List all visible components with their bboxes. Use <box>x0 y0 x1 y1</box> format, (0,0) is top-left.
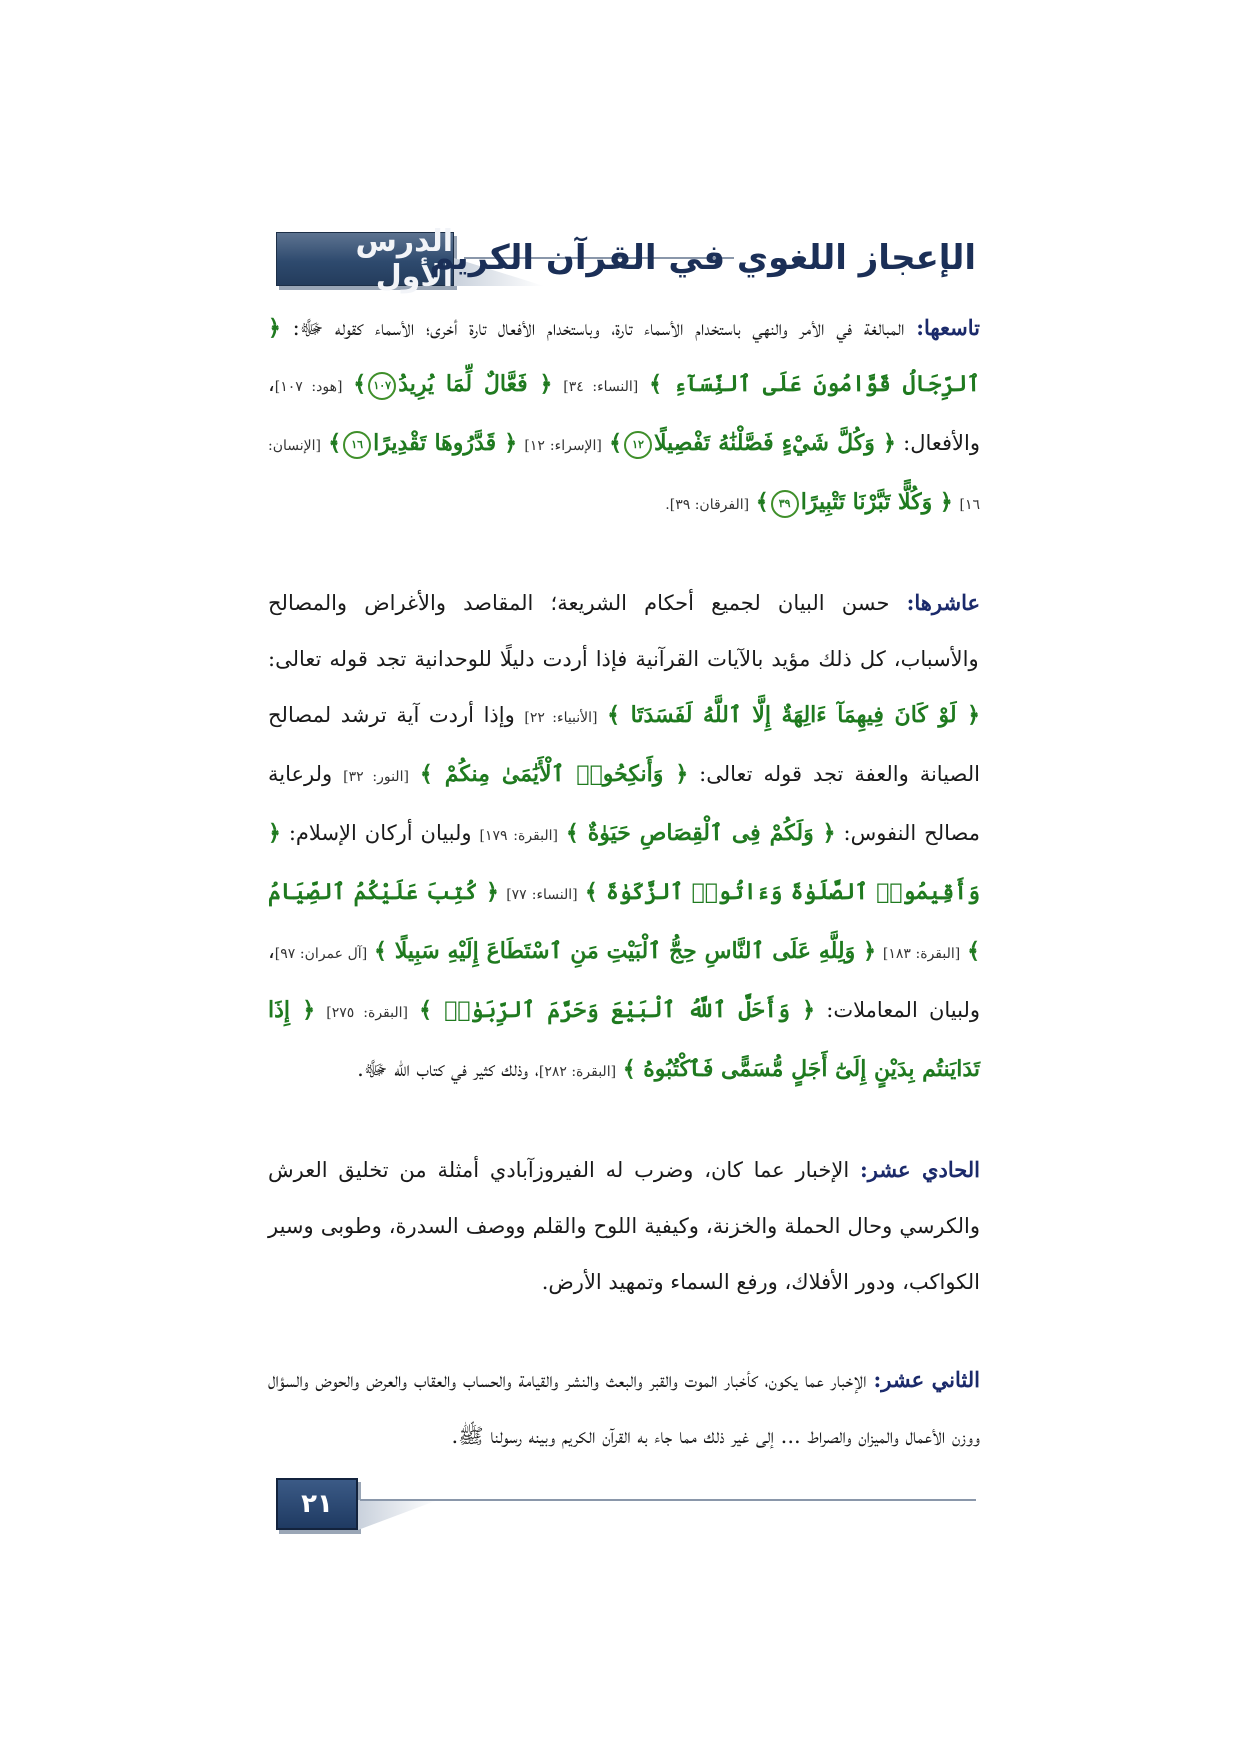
quran-verse-end: ﴾ <box>353 371 367 397</box>
paragraph-text: ، وذلك كثير في كتاب الله ﷻ. <box>357 1057 539 1081</box>
verse-reference: [البقرة: ٢٧٥] <box>326 1005 408 1021</box>
paragraph-twelfth <box>268 1352 980 1464</box>
quran-verse: ﴿ وَلَكُمْ فِى ٱلْقِصَاصِ حَيَوٰةٌ ﴾ <box>565 820 836 846</box>
verse-reference: [البقرة: ١٧٩] <box>479 828 558 844</box>
ayah-number-icon: ١٦ <box>343 431 371 459</box>
paragraph-text: الإخبار عما كان، وضرب له الفيروزآبادي أمثلة من تخليق العرش والكرسي وحال الحملة والخزنة، وكيفية اللوح والقلم ووصف السدرة، وطوبى وسير الكواكب، ودور الأفلاك، ورفع السماء وتمهيد الأرض. <box>268 1158 980 1294</box>
paragraph-tenth <box>268 575 980 1100</box>
paragraph-label: الثاني عشر: <box>873 1367 981 1392</box>
quran-verse: ﴿ وَكُلًّا تَبَّرْنَا تَتْبِيرًا <box>800 489 953 515</box>
verse-reference: [النور: ٣٢] <box>343 769 409 785</box>
verse-reference: [آل عمران: ٩٧] <box>274 946 368 962</box>
quran-verse: ﴿ إِذَا تَدَايَنتُم بِدَيْنٍ إِلَىٰٓ أَجَلٍ مُّسَمًّى فَٱكْتُبُوهُ ﴾ <box>268 997 980 1082</box>
paragraph-text: وإذا أردت آية ترشد لمصالح الصيانة والعفة تجد قوله تعالى: <box>268 703 980 786</box>
quran-verse: ﴿ كُتِبَ عَلَيْكُمُ ٱلصِّيَامُ ﴾ <box>268 879 980 964</box>
paragraph-label: الحادي عشر: <box>859 1157 981 1182</box>
paragraph-text: حسن البيان لجميع أحكام الشريعة؛ المقاصد والأغراض والمصالح والأسباب، كل ذلك مؤيد بالآيات القرآنية فإذا أردت دليلًا للوحدانية تجد قوله تعالى: <box>268 591 979 671</box>
paragraph-text: ولرعاية مصالح النفوس: <box>268 762 980 845</box>
paragraph-text: ولبيان أركان الإسلام: <box>280 821 480 845</box>
verse-reference: [الفرقان: ٣٩]. <box>665 497 750 513</box>
paragraph-text: الإخبار عما يكون، كأخبار الموت والقبر والبعث والنشر والقيامة والحساب والعقاب والعرض والحوض والسؤال ووزن الأعمال والميزان والصراط ... إلى غير ذلك مما جاء به القرآن الكريم وبينه رسولنا ﷺ. <box>268 1368 980 1448</box>
paragraph-eleventh <box>268 1142 980 1310</box>
paragraph-text: ، والأفعال: <box>268 372 981 455</box>
ayah-number-icon: ١٢ <box>624 431 652 459</box>
quran-verse: ﴿ وَأَقِيمُوا۟ ٱلصَّلَوٰةَ وَءَاتُوا۟ ٱلزَّكَوٰةَ ﴾ <box>268 820 980 905</box>
book-title: الإعجاز اللغوي في القرآن الكريم <box>429 238 976 278</box>
verse-reference: [الأنبياء: ٢٢] <box>524 710 598 726</box>
footer-divider <box>360 1499 976 1501</box>
lesson-badge: الدرس الأول <box>276 232 454 286</box>
verse-reference: [النساء: ٧٧] <box>506 887 578 903</box>
paragraph-ninth <box>268 300 980 533</box>
ayah-number-icon: ١٠٧ <box>368 372 396 400</box>
verse-reference: [الإنسان: ١٦] <box>268 438 980 513</box>
quran-verse: ﴿ ٱلرِّجَالُ قَوَّامُونَ عَلَى ٱلنِّسَآءِ ﴾ <box>268 315 980 397</box>
quran-verse-end: ﴾ <box>755 489 769 515</box>
page-number: ٢١ <box>276 1478 358 1530</box>
ayah-number-icon: ٣٩ <box>771 490 799 518</box>
verse-reference: [هود: ١٠٧] <box>274 379 343 395</box>
quran-verse-end: ﴾ <box>609 430 622 456</box>
page-header <box>276 224 976 294</box>
paragraph-text: المبالغة في الأمر والنهي باستخدام الأسماء تارة، وباستخدام الأفعال تارة أخرى؛ الأسماء كقوله ﷻ: <box>280 316 917 340</box>
quran-verse: ﴿ وَأَحَلَّ ٱللَّهُ ٱلْبَيْعَ وَحَرَّمَ ٱلرِّبَوٰا۟ ﴾ <box>419 997 816 1023</box>
page-footer <box>276 1478 976 1538</box>
verse-reference: [البقرة: ٢٨٢] <box>538 1064 617 1080</box>
quran-verse-end: ﴾ <box>328 430 342 456</box>
page-number-shadow <box>358 1500 438 1530</box>
verse-reference: [النساء: ٣٤] <box>563 379 639 395</box>
paragraph-text: ، ولبيان المعاملات: <box>268 939 980 1022</box>
quran-verse: ﴿ فَعَّالٌ لِّمَا يُرِيدُ <box>398 371 553 397</box>
quran-verse: ﴿ وَأَنكِحُوا۟ ٱلْأَيَٰمَىٰ مِنكُمْ ﴾ <box>419 761 689 787</box>
paragraph-label: تاسعها: <box>916 315 980 340</box>
paragraph-label: عاشرها: <box>906 590 980 615</box>
page-body <box>268 300 980 1506</box>
quran-verse: ﴿ وَلِلَّهِ عَلَى ٱلنَّاسِ حِجُّ ٱلْبَيْتِ مَنِ ٱسْتَطَاعَ إِلَيْهِ سَبِيلًا ﴾ <box>374 938 876 964</box>
quran-verse: ﴿ لَوْ كَانَ فِيهِمَآ ءَالِهَةٌ إِلَّا ٱللَّهُ لَفَسَدَتَا ﴾ <box>607 702 980 728</box>
quran-verse: ﴿ قَدَّرُوهَا تَقْدِيرًا <box>373 430 518 456</box>
verse-reference: [البقرة: ١٨٣] <box>882 946 961 962</box>
quran-verse: ﴿ وَكُلَّ شَيْءٍ فَصَّلْنَٰهُ تَفْصِيلًا <box>654 430 896 456</box>
verse-reference: [الإسراء: ١٢] <box>524 438 602 454</box>
